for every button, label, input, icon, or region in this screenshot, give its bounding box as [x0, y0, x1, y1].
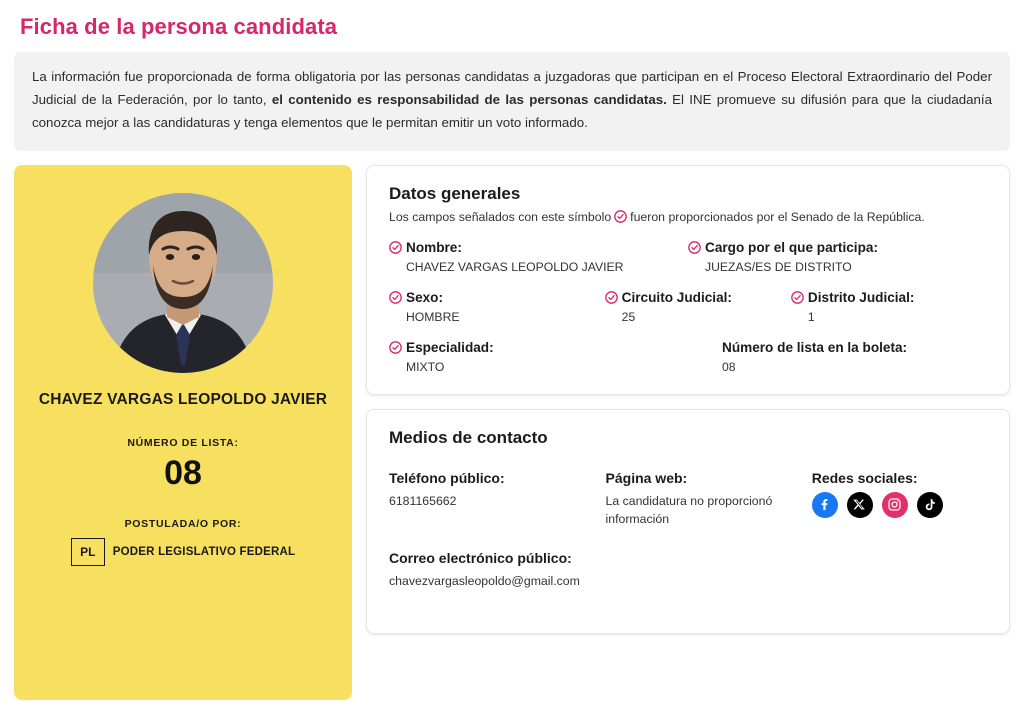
field-cargo — [688, 240, 987, 274]
general-data-subtitle — [389, 210, 987, 224]
field-cargo-value: JUEZAS/ES DE DISTRITO — [705, 259, 852, 274]
contact-empty-cell-1 — [606, 550, 812, 590]
field-distrito-label-text: Distrito Judicial: — [807, 289, 915, 305]
field-especialidad-label — [389, 340, 688, 355]
check-circle-icon — [605, 291, 618, 304]
instagram-icon[interactable] — [882, 492, 908, 518]
contact-website-value: La candidatura no proporcionó información — [605, 493, 773, 527]
check-circle-icon — [389, 241, 402, 254]
candidate-summary-card — [14, 165, 352, 700]
field-nombre-label — [389, 240, 688, 255]
right-column — [366, 165, 1010, 634]
page-title: Ficha de la persona candidata — [20, 14, 338, 39]
contact-socials — [812, 470, 987, 529]
contact-email-label: Correo electrónico público: — [389, 550, 572, 567]
notice-text-part2: El INE promueve su difusión para que la ciudadanía conozca mejor a las candidaturas y tenga elementos que le permitan emitir un voto informado. — [32, 91, 993, 130]
facebook-icon[interactable] — [812, 492, 838, 518]
field-circuito-value: 25 — [621, 309, 636, 324]
check-circle-icon — [389, 291, 402, 304]
general-fields-row3 — [389, 340, 987, 374]
contact-email-value: chavezvargasleopoldo@gmail.com — [389, 574, 580, 589]
check-circle-icon — [614, 210, 627, 223]
social-links — [812, 492, 987, 518]
field-numero-lista-boleta — [688, 340, 987, 374]
check-circle-icon — [688, 241, 701, 254]
contact-title: Medios de contacto — [389, 427, 548, 447]
disclaimer-notice — [14, 52, 1010, 151]
contact-phone-value: 6181165662 — [389, 493, 457, 508]
contact-website — [606, 470, 812, 529]
postulated-by-label: POSTULADA/O POR: — [124, 517, 242, 530]
notice-text-bold: el contenido es responsabilidad de las personas candidatas. — [271, 91, 667, 107]
field-circuito — [605, 290, 791, 324]
field-circuito-label-text: Circuito Judicial: — [621, 289, 732, 305]
field-especialidad-value: MIXTO — [406, 359, 445, 374]
field-distrito — [791, 290, 987, 324]
contact-phone-label: Teléfono público: — [389, 469, 505, 486]
x-twitter-icon[interactable] — [847, 492, 873, 518]
subtitle-text-before: Los campos señalados con este símbolo — [389, 209, 612, 224]
tiktok-icon[interactable] — [917, 492, 943, 518]
candidate-photo — [93, 193, 273, 373]
party-logo: PL — [71, 538, 105, 566]
general-fields-row2 — [389, 290, 987, 324]
check-circle-icon — [791, 291, 804, 304]
list-number-label: NÚMERO DE LISTA: — [127, 436, 239, 449]
party-row — [34, 538, 332, 566]
contact-socials-label: Redes sociales: — [811, 469, 918, 486]
general-data-card — [366, 165, 1010, 395]
contact-phone — [389, 470, 606, 529]
field-cargo-label — [688, 240, 987, 255]
field-nombre-value: CHAVEZ VARGAS LEOPOLDO JAVIER — [406, 259, 624, 274]
field-sexo-label — [389, 290, 605, 305]
general-data-title: Datos generales — [389, 183, 521, 203]
field-distrito-value: 1 — [807, 309, 815, 324]
contact-email — [389, 550, 606, 590]
field-numero-lista-boleta-label: Número de lista en la boleta: — [722, 339, 908, 355]
contact-card — [366, 409, 1010, 634]
field-sexo — [389, 290, 605, 324]
contact-grid — [389, 470, 987, 591]
notice-text-part1: La información fue proporcionada de forma obligatoria por las personas candidatas a juzgadoras que participan en el Proceso Electoral Extraordinario del Poder Judicial de la Federación, por lo tanto, — [32, 69, 992, 107]
field-circuito-label — [605, 290, 791, 305]
party-name: PODER LEGISLATIVO FEDERAL — [112, 545, 296, 558]
field-sexo-label-text: Sexo: — [406, 289, 444, 305]
check-circle-icon — [389, 341, 402, 354]
field-nombre — [389, 240, 688, 274]
subtitle-text-after: fueron proporcionados por el Senado de la República. — [630, 209, 925, 224]
candidate-name: CHAVEZ VARGAS LEOPOLDO JAVIER — [38, 390, 328, 408]
general-fields-row1 — [389, 240, 987, 274]
field-distrito-label — [791, 290, 987, 305]
contact-website-label: Página web: — [605, 469, 688, 486]
field-especialidad-label-text: Especialidad: — [406, 339, 494, 355]
contact-empty-cell-2 — [812, 550, 987, 590]
field-nombre-label-text: Nombre: — [406, 239, 462, 255]
field-numero-lista-boleta-value: 08 — [722, 359, 736, 374]
list-number-value: 08 — [164, 453, 202, 492]
field-especialidad — [389, 340, 688, 374]
content-columns — [14, 165, 1010, 700]
candidate-photo-illustration — [93, 193, 273, 373]
field-cargo-label-text: Cargo por el que participa: — [705, 239, 878, 255]
field-sexo-value: HOMBRE — [406, 309, 460, 324]
